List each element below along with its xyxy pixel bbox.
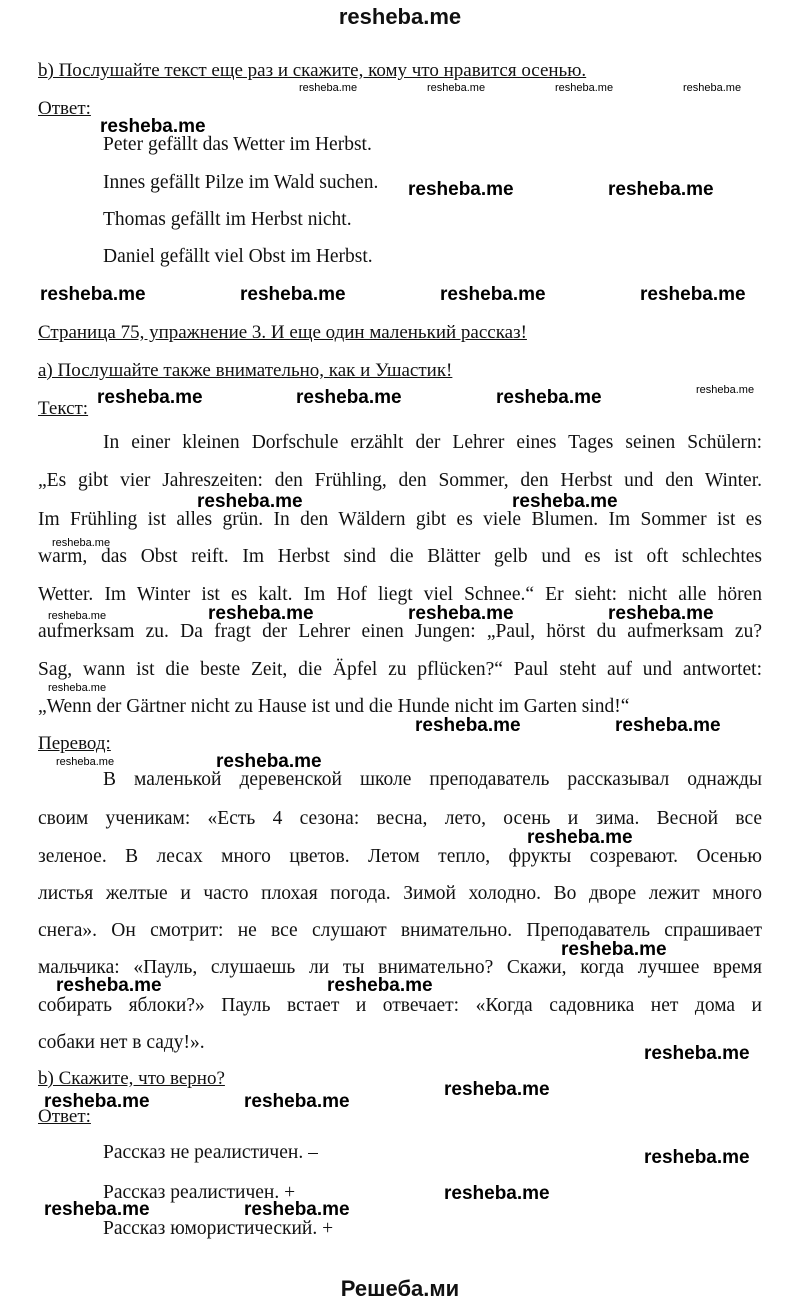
watermark: resheba.me	[440, 284, 546, 305]
watermark-small: resheba.me	[299, 82, 358, 94]
task-b-heading-2: b) Скажите, что верно?	[38, 1068, 225, 1089]
translation-line: снега». Он смотрит: не все слушают внимательно. Преподаватель спрашивает	[38, 920, 762, 941]
watermark: resheba.me	[244, 1199, 350, 1220]
watermark: resheba.me	[327, 975, 433, 996]
site-footer: Решеба.ми	[340, 1276, 460, 1301]
answer-line: Innes gefällt Pilze im Wald suchen.	[103, 172, 379, 193]
answer-label: Ответ:	[38, 98, 91, 119]
watermark: resheba.me	[496, 387, 602, 408]
watermark: resheba.me	[608, 603, 714, 624]
text-line: Sag, wann ist die beste Zeit, die Äpfel zu pflücken?“ Paul steht auf und antwortet:	[38, 659, 762, 680]
watermark-small: resheba.me	[52, 537, 111, 549]
watermark: resheba.me	[608, 179, 714, 200]
answer-line: Рассказ не реалистичен. –	[103, 1142, 318, 1163]
answer-line: Thomas gefällt im Herbst nicht.	[103, 209, 352, 230]
watermark: resheba.me	[56, 975, 162, 996]
task-b-heading: b) Послушайте текст еще раз и скажите, кому что нравится осенью.	[38, 60, 587, 81]
translation-line: листья желтые и часто плохая погода. Зимой холодно. Во дворе лежит много	[38, 883, 762, 904]
site-header: resheba.me	[338, 4, 462, 29]
task-a-heading: a) Послушайте также внимательно, как и Ушастик!	[38, 360, 453, 381]
text-line: warm, das Obst reift. Im Herbst sind die Blätter gelb und es ist oft schlechtes	[38, 546, 762, 567]
watermark: resheba.me	[644, 1147, 750, 1168]
text-line: aufmerksam zu. Da fragt der Lehrer einen Jungen: „Paul, hörst du aufmerksam zu?	[38, 621, 762, 642]
text-line: „Wenn der Gärtner nicht zu Hause ist und die Hunde nicht im Garten sind!“	[38, 696, 630, 717]
answer-line: Peter gefällt das Wetter im Herbst.	[103, 134, 372, 155]
watermark: resheba.me	[408, 603, 514, 624]
watermark: resheba.me	[97, 387, 203, 408]
watermark: resheba.me	[640, 284, 746, 305]
watermark: resheba.me	[296, 387, 402, 408]
translation-line: мальчика: «Пауль, слушаешь ли ты внимательно? Скажи, когда лучшее время	[38, 957, 762, 978]
text-line: „Es gibt vier Jahreszeiten: den Frühling, den Sommer, den Herbst und den Winter.	[38, 470, 762, 491]
text-line: Im Frühling ist alles grün. In den Wäldern gibt es viele Blumen. Im Sommer ist es	[38, 509, 762, 530]
watermark-small: resheba.me	[56, 756, 115, 768]
translation-line: собирать яблоки?» Пауль встает и отвечает: «Когда садовника нет дома и	[38, 995, 762, 1016]
watermark-small: resheba.me	[683, 82, 742, 94]
watermark-small: resheba.me	[48, 682, 107, 694]
watermark-small: resheba.me	[555, 82, 614, 94]
watermark: resheba.me	[40, 284, 146, 305]
translation-line: собаки нет в саду!».	[38, 1032, 205, 1053]
watermark: resheba.me	[527, 827, 633, 848]
watermark-small: resheba.me	[48, 610, 107, 622]
text-line: In einer kleinen Dorfschule erzählt der Lehrer eines Tages seinen Schülern:	[103, 432, 762, 453]
watermark: resheba.me	[512, 491, 618, 512]
watermark: resheba.me	[615, 715, 721, 736]
watermark: resheba.me	[644, 1043, 750, 1064]
translation-line: своим ученикам: «Есть 4 сезона: весна, лето, осень и зима. Весной все	[38, 808, 762, 829]
text-line: Wetter. Im Winter ist es kalt. Im Hof liegt viel Schnee.“ Er sieht: nicht alle hören	[38, 584, 762, 605]
watermark: resheba.me	[44, 1091, 150, 1112]
watermark: resheba.me	[44, 1199, 150, 1220]
watermark: resheba.me	[408, 179, 514, 200]
answer-line: Рассказ юмористический. +	[103, 1218, 334, 1239]
answer-line: Daniel gefällt viel Obst im Herbst.	[103, 246, 373, 267]
watermark-small: resheba.me	[427, 82, 486, 94]
watermark: resheba.me	[244, 1091, 350, 1112]
watermark: resheba.me	[216, 751, 322, 772]
answer-line: Рассказ реалистичен. +	[103, 1182, 296, 1203]
watermark: resheba.me	[444, 1079, 550, 1100]
watermark: resheba.me	[561, 939, 667, 960]
watermark: resheba.me	[208, 603, 314, 624]
text-label: Текст:	[38, 398, 89, 419]
watermark: resheba.me	[240, 284, 346, 305]
watermark: resheba.me	[415, 715, 521, 736]
watermark-small: resheba.me	[696, 384, 755, 396]
watermark: resheba.me	[100, 116, 206, 137]
translation-line: В маленькой деревенской школе преподаватель рассказывал однажды	[103, 769, 762, 790]
translation-line: зеленое. В лесах много цветов. Летом тепло, фрукты созревают. Осенью	[38, 846, 762, 867]
exercise-title: Страница 75, упражнение 3. И еще один маленький рассказ!	[38, 322, 527, 343]
translation-label: Перевод:	[38, 733, 111, 754]
watermark: resheba.me	[444, 1183, 550, 1204]
answer-label-2: Ответ:	[38, 1106, 91, 1127]
watermark: resheba.me	[197, 491, 303, 512]
